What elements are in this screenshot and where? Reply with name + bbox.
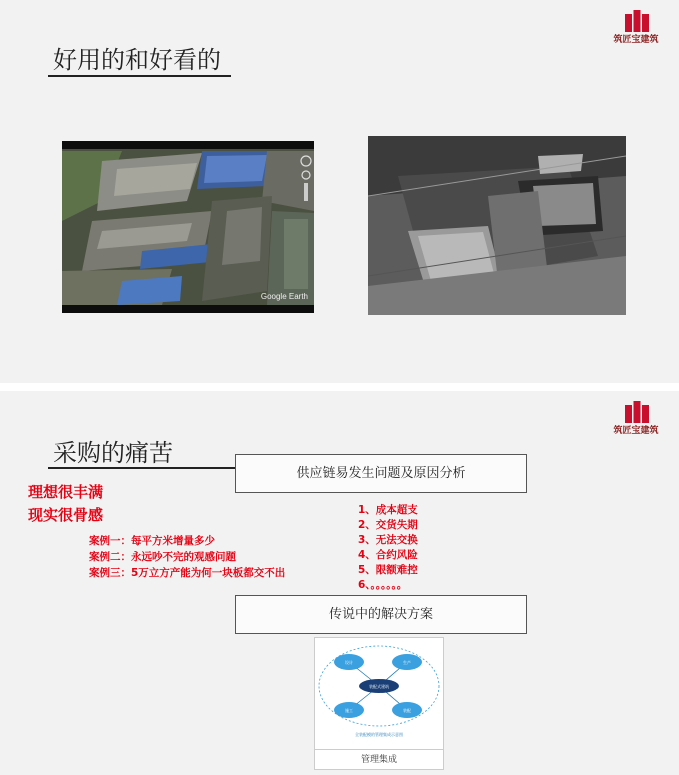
logo-text: 筑匠宝建筑: [613, 426, 659, 436]
analysis-box: 供应链易发生问题及原因分析: [235, 454, 527, 493]
case-item: 案例三：5万立方产能为何一块板都交不出: [89, 567, 286, 579]
logo-text: 筑匠宝建筑: [613, 35, 659, 45]
issue-item: 2、交货失期: [358, 519, 418, 531]
solution-box: 传说中的解决方案: [235, 595, 527, 634]
satellite-image: [62, 141, 314, 313]
slogan-ideal: 理想很丰满: [28, 483, 104, 501]
diagram-graphic: [315, 638, 443, 750]
integration-diagram: [314, 637, 444, 770]
node-label: 生产: [403, 660, 411, 665]
satellite-photo: [62, 141, 314, 313]
case-item: 案例二：永远吵不完的观感问题: [89, 551, 236, 563]
diagram-caption: 管理集成: [360, 755, 397, 765]
node-label: 设计: [345, 660, 353, 665]
case-item: 案例一：每平方米增量多少: [89, 535, 215, 547]
title-underline: [48, 467, 236, 469]
diagram-divider: [315, 749, 443, 750]
company-logo: [604, 401, 668, 437]
issue-item: 1、成本超支: [358, 504, 418, 516]
watermark-text: Google Earth: [260, 292, 308, 301]
company-logo: [604, 10, 668, 46]
slogan-reality: 现实很骨感: [28, 506, 104, 524]
center-label: 装配式建筑: [369, 684, 389, 689]
page-title: 好用的和好看的: [53, 46, 221, 74]
bw-aerial-image: [368, 136, 626, 315]
issue-item: 3、无法交换: [358, 534, 418, 546]
slide-1: [0, 0, 679, 383]
issue-item: 5、限额难控: [358, 564, 418, 576]
logo-icon: [625, 10, 649, 32]
issue-item: 4、合约风险: [358, 549, 418, 561]
node-label: 装配: [403, 708, 411, 713]
logo-icon: [625, 401, 649, 423]
title-underline: [48, 75, 231, 77]
diagram-caption-small: 全装配模的管理集成示意图: [355, 732, 403, 737]
page-title: 采购的痛苦: [53, 439, 173, 467]
bw-aerial-photo: [368, 136, 626, 315]
node-label: 施工: [345, 708, 353, 713]
issue-item: 6、。。。。。。: [358, 579, 408, 591]
slide-2: [0, 391, 679, 775]
